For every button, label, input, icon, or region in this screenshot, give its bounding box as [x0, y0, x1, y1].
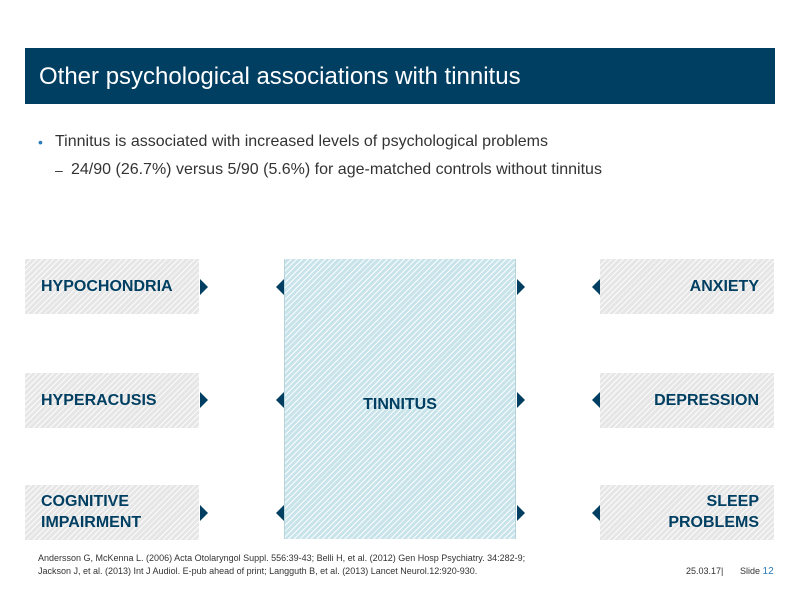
arrow-right-icon	[517, 392, 525, 408]
node-label: SLEEP PROBLEMS	[668, 493, 759, 531]
arrow-left-icon	[276, 392, 284, 408]
sub-bullet-text: 24/90 (26.7%) versus 5/90 (5.6%) for age-matched controls without tinnitus	[71, 161, 602, 178]
arrow-left-icon	[592, 392, 600, 408]
arrow-left-icon	[276, 505, 284, 521]
arrow-left-icon	[592, 279, 600, 295]
arrow-left-icon	[592, 505, 600, 521]
node-label: HYPOCHONDRIA	[41, 278, 173, 295]
footer-slide	[740, 566, 774, 577]
node-anxiety	[600, 259, 774, 314]
bullet-marker: •	[38, 134, 43, 150]
node-label: ANXIETY	[689, 278, 759, 295]
center-label: TINNITUS	[363, 396, 437, 413]
arrow-right-icon	[200, 505, 208, 521]
node-label: DEPRESSION	[654, 392, 759, 409]
arrow-right-icon	[517, 505, 525, 521]
slide-label: Slide	[740, 566, 761, 576]
node-hypochondria	[25, 259, 199, 314]
slide-number: 12	[762, 566, 774, 577]
node-label: COGNITIVE IMPAIRMENT	[41, 493, 142, 531]
node-tinnitus	[284, 259, 516, 539]
reference-text: Andersson G, McKenna L. (2006) Acta Otolaryngol Suppl. 556:39-43; Belli H, et al. (2012) Gen Hosp Psychiatry. 34:282-9; Jackson J, et al. (2013) Int J Audiol. E-pub ahead of print; Langguth B, et al. (2013) Lancet Neurol.12:920-930.	[38, 553, 526, 576]
footer-date: 25.03.17|	[686, 566, 724, 576]
arrow-left-icon	[276, 279, 284, 295]
slide-title: Other psychological associations with tinnitus	[39, 63, 521, 90]
node-sleep-problems	[600, 485, 774, 540]
title-bar	[25, 48, 775, 104]
arrow-right-icon	[517, 279, 525, 295]
bullet-text: Tinnitus is associated with increased levels of psychological problems	[55, 133, 548, 150]
node-depression	[600, 373, 774, 428]
arrow-right-icon	[200, 392, 208, 408]
node-cognitive-impairment	[25, 485, 199, 540]
node-hyperacusis	[25, 373, 199, 428]
node-label: HYPERACUSIS	[41, 392, 157, 409]
sub-bullet-marker: –	[55, 162, 63, 178]
arrow-right-icon	[200, 279, 208, 295]
